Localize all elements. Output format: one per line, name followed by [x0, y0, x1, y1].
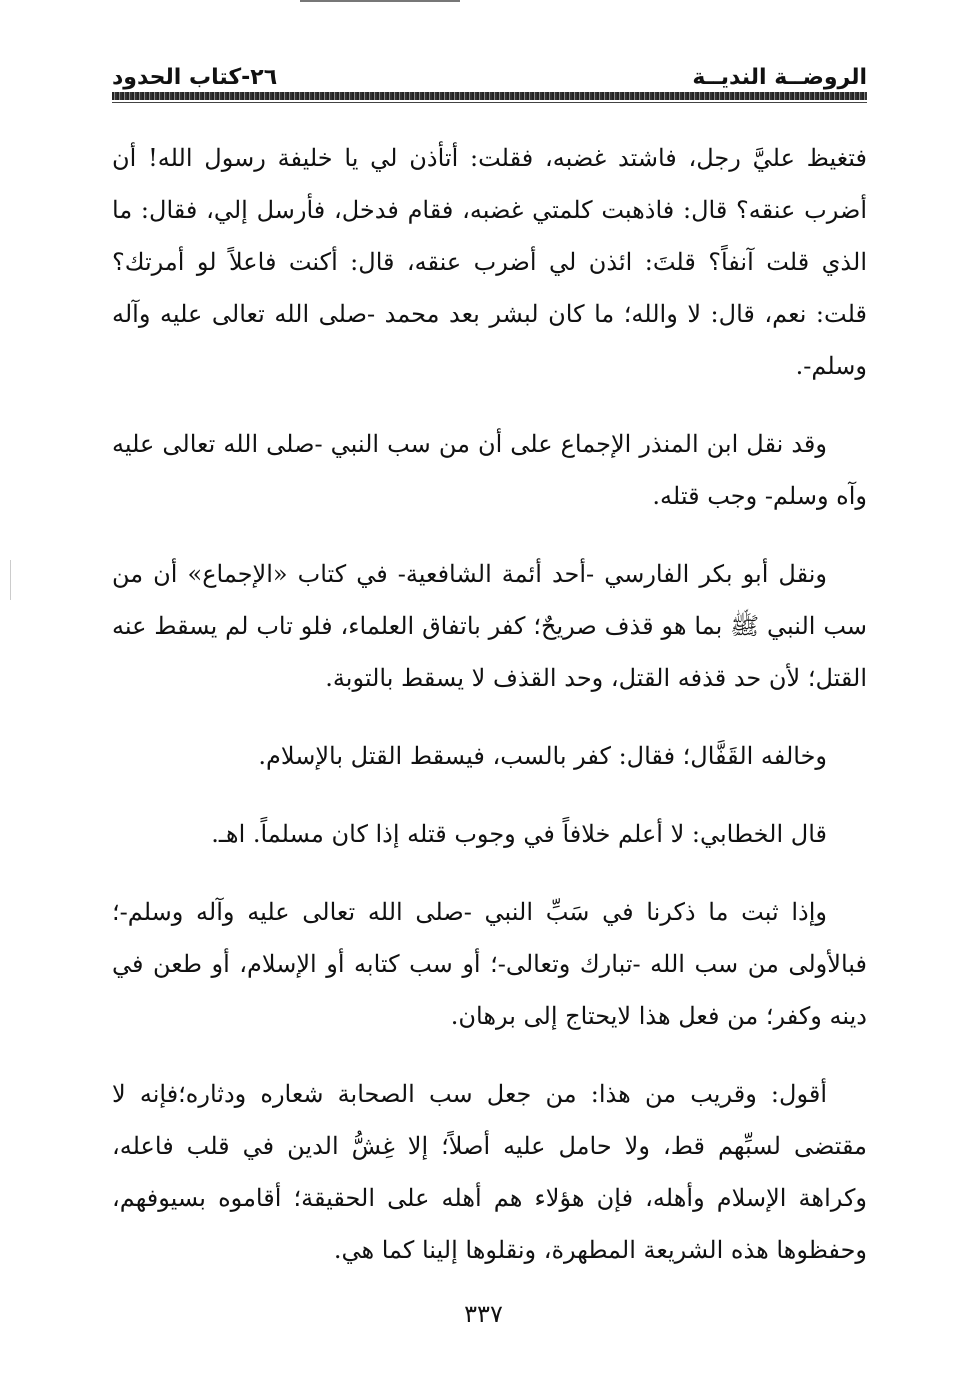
- paragraph-7: أقول: وقريب من هذا: من جعل سب الصحابة شعاره ودثاره؛فإنه لا مقتضى لسبِّهم قط، ولا حامل عليه أصلاً؛ إلا غِشُّ الدين في قلب فاعله، وكراهة الإسلام وأهله، فإن هؤلاء هم أهله على الحقيقة؛ أقاموه بسيوفهم، وحفظوها هذه الشريعة المطهرة، ونقلوها إلينا كما هي.: [112, 1080, 867, 1264]
- paragraph-2: وقد نقل ابن المنذر الإجماع على أن من سب النبي -صلى الله تعالى عليه وآه وسلم- وجب قتله.: [112, 430, 867, 510]
- header-rule-line: [112, 102, 867, 103]
- top-scan-line: [300, 0, 460, 2]
- paragraph-3: ونقل أبو بكر الفارسي -أحد أئمة الشافعية- في كتاب «الإجماع» أن من سب النبي ﷺ بما هو قذف صريحٌ؛ كفر باتفاق العلماء، فلو تاب لم يسقط عنه القتل؛ لأن حد قذفه القتل، وحد القذف لا يسقط بالتوبة.: [112, 560, 867, 692]
- body-text: [112, 132, 867, 1302]
- page-number: ٣٣٧: [464, 1300, 503, 1328]
- paragraph-6: وإذا ثبت ما ذكرنا في سَبِّ النبي -صلى الله تعالى عليه وآله وسلم-؛ فبالأولى من سب الله -تبارك وتعالى-؛ أو سب كتابه أو الإسلام، أو طعن في دينه وكفر؛ من فعل هذا لايحتاج إلى برهان.: [112, 898, 867, 1030]
- chapter-title: ٢٦-كتاب الحدود: [112, 65, 278, 90]
- running-header: [112, 54, 867, 90]
- paragraph-4: وخالفه القَفَّال؛ فقال: كفر بالسب، فيسقط القتل بالإسلام.: [258, 742, 827, 770]
- paragraph-5: قال الخطابي: لا أعلم خلافاً في وجوب قتله إذا كان مسلماً. اهـ.: [211, 820, 827, 848]
- book-title: الروضــة النديــة: [692, 65, 867, 90]
- paragraph-1: فتغيظ عليَّ رجل، فاشتد غضبه، فقلت: أتأذن لي يا خليفة رسول الله! أن أضرب عنقه؟ قال: فاذهبت كلمتي غضبه، فقام فدخل، فأرسل إلي، فقال: ما الذي قلت آنفاً؟ قلتَ: ائذن لي أضرب عنقه، قال: أكنت فاعلاً لو أمرتك؟ قلت: نعم، قال: لا والله؛ ما كان لبشر بعد محمد -صلى الله تعالى عليه وآله وسلم-.: [112, 144, 868, 380]
- header-rule: [112, 92, 867, 100]
- margin-mark: [10, 560, 11, 600]
